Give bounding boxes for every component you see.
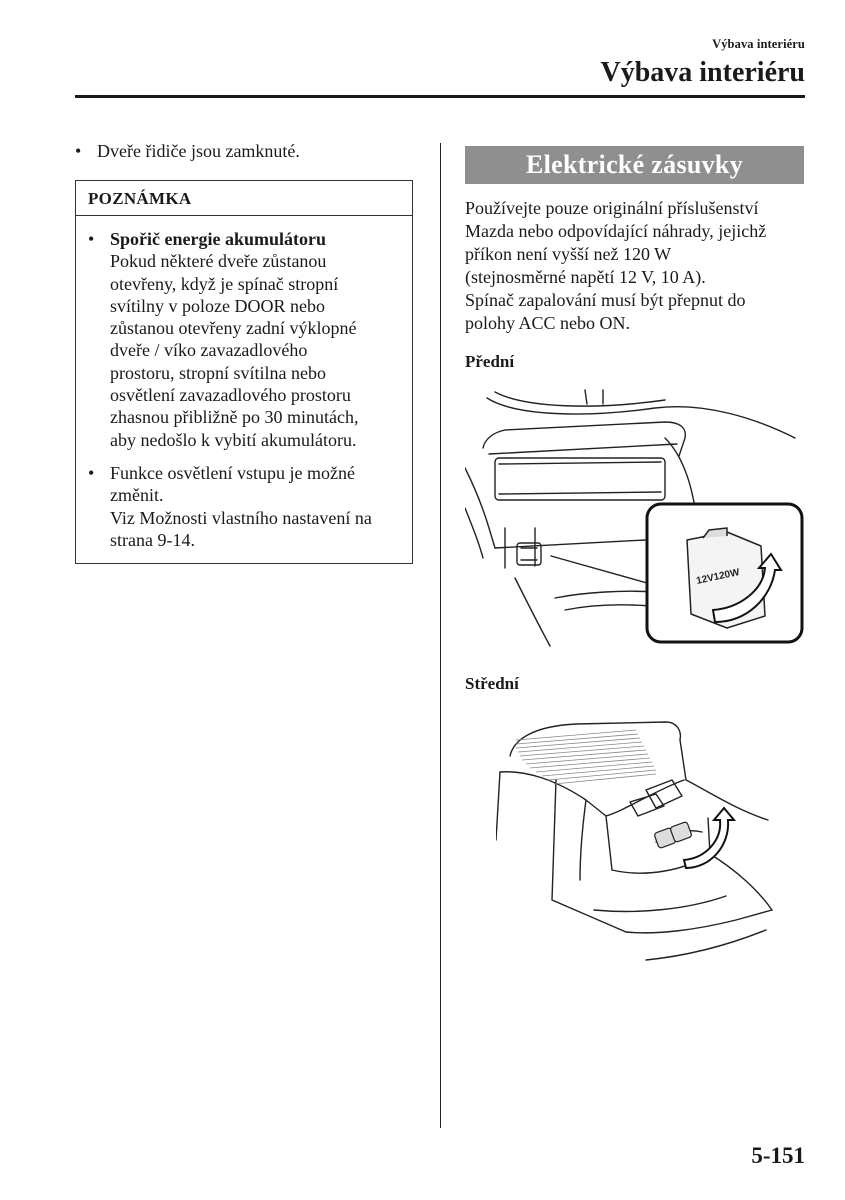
right-column <box>465 146 805 372</box>
paragraph-line: Mazda nebo odpovídající náhrady, jejichž <box>465 221 767 241</box>
note-line: svítilny v poloze DOOR nebo <box>110 295 325 316</box>
note-body <box>76 216 412 563</box>
note-item-text <box>110 462 372 551</box>
note-box <box>75 180 413 564</box>
center-label: Střední <box>465 674 519 693</box>
socket-rating-label: 12V120W <box>695 567 741 587</box>
paragraph-line: (stejnosměrné napětí 12 V, 10 A). <box>465 267 706 287</box>
center-socket-illustration <box>496 720 776 965</box>
front-socket-illustration <box>465 378 810 650</box>
note-line: osvětlení zavazadlového prostoru <box>110 385 351 406</box>
column-divider <box>440 143 441 1128</box>
section-heading: Elektrické zásuvky <box>465 146 804 184</box>
note-line: zhasnou přibližně po 30 minutách, <box>110 407 359 428</box>
note-line: změnit. <box>110 485 164 506</box>
front-label: Přední <box>465 352 515 371</box>
paragraph-line: Spínač zapalování musí být přepnut do <box>465 290 746 310</box>
note-title: POZNÁMKA <box>76 181 412 216</box>
bullet-icon: • <box>75 141 82 161</box>
note-line: aby nedošlo k vybití akumulátoru. <box>110 429 357 450</box>
left-column <box>75 140 415 564</box>
note-line: dveře / víko zavazadlového <box>110 340 308 361</box>
note-line: otevřeny, když je spínač stropní <box>110 273 339 294</box>
bullet-icon: • <box>88 229 95 249</box>
note-line: Viz Možnosti vlastního nastavení na <box>110 507 372 528</box>
note-line: zůstanou otevřeny zadní výklopné <box>110 318 357 339</box>
note-item-title: Spořič energie akumulátoru <box>110 229 326 249</box>
header-rule <box>75 95 805 98</box>
note-line: prostoru, stropní svítilna nebo <box>110 362 326 383</box>
section-paragraph <box>465 197 805 335</box>
chapter-title: Výbava interiéru <box>600 57 805 88</box>
bullet-text: Dveře řidiče jsou zamknuté. <box>97 141 300 161</box>
note-item-text <box>110 228 358 451</box>
note-item-battery-saver <box>88 228 402 451</box>
note-item-entry-light <box>88 462 402 551</box>
paragraph-line: Používejte pouze originální příslušenství <box>465 198 759 218</box>
note-line: strana 9-14. <box>110 529 195 550</box>
paragraph-line: polohy ACC nebo ON. <box>465 313 631 333</box>
bullet-icon: • <box>88 462 95 483</box>
note-line: Funkce osvětlení vstupu je možné <box>110 462 355 483</box>
page-number: 5-151 <box>751 1143 805 1168</box>
running-head: Výbava interiéru <box>712 37 805 51</box>
bullet-item-door-locked <box>75 140 415 163</box>
note-line: Pokud některé dveře zůstanou <box>110 251 327 272</box>
paragraph-line: příkon není vyšší než 120 W <box>465 244 672 264</box>
